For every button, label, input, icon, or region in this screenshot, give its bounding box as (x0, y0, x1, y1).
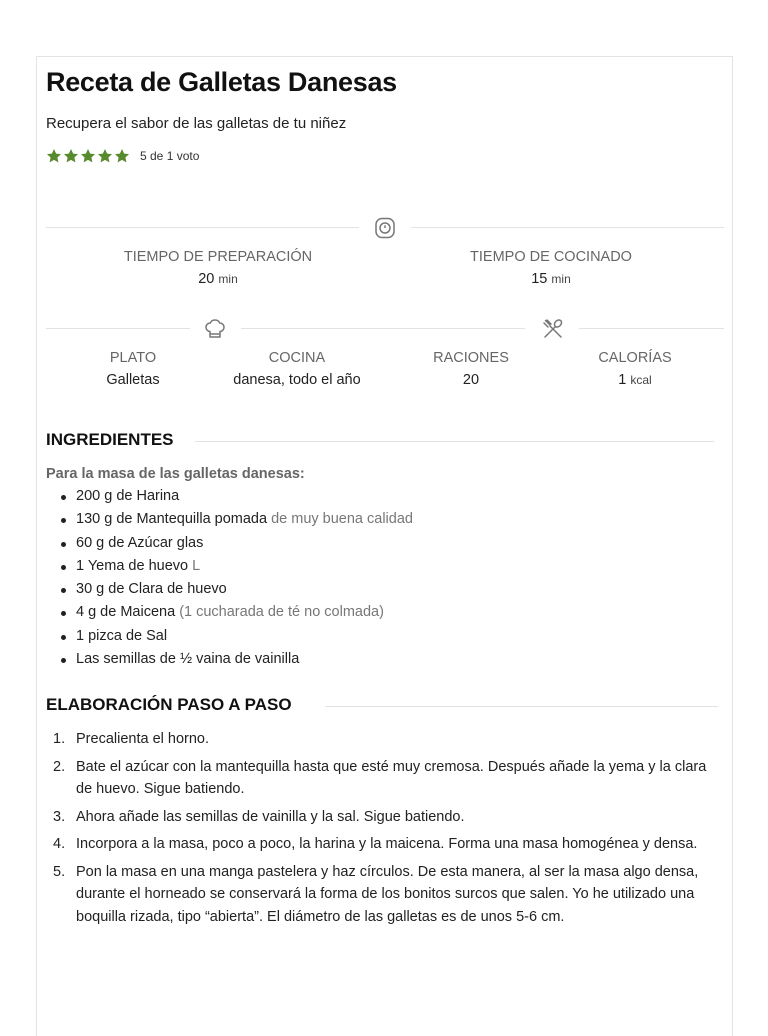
steps-list (46, 728, 726, 933)
ingredient-note: (1 cucharada de té no colmada) (179, 604, 384, 621)
ingredient-item: 4 g de Maicena (1 cucharada de té no colmada) (46, 601, 706, 624)
utensils-icon (541, 317, 565, 341)
cuisine-value: danesa, todo el año (233, 372, 361, 388)
divider (195, 441, 714, 442)
step-item: 3. Ahora añade las semillas de vainilla y la sal. Sigue batiendo. (53, 808, 465, 825)
ingredient-note: de muy buena calidad (271, 511, 413, 528)
ingredient-item: 30 g de Clara de huevo (46, 578, 706, 601)
step-item: 5. Pon la masa en una manga pastelera y haz círculos. De esta manera, al ser la masa algo densa, durante el horneado se conservará la forma de los bonitos surcos que salen. Yo he utilizado una boquilla rizada, tipo “abierta”. El diámetro de las galletas es de unos 5-6 cm. (53, 863, 699, 925)
ingredient-item: 200 g de Harina (46, 485, 706, 508)
ingredients-heading: INGREDIENTES (46, 430, 174, 449)
recipe-subtitle: Recupera el sabor de las galletas de tu niñez (46, 115, 347, 132)
ingredient-item: 60 g de Azúcar glas (46, 532, 706, 555)
timer-icon (373, 216, 397, 240)
prep-time (68, 249, 368, 287)
prep-time-label: TIEMPO DE PREPARACIÓN (123, 249, 313, 265)
ingredients-list (46, 485, 706, 671)
step-item: 1. Precalienta el horno. (53, 731, 209, 747)
calories-value: 1 kcal (618, 372, 652, 388)
star-icon[interactable] (97, 148, 113, 164)
prep-time-value: 20 min (198, 271, 238, 287)
rating-text: 5 de 1 voto (140, 149, 200, 163)
star-icon[interactable] (80, 148, 96, 164)
cook-time-label: TIEMPO DE COCINADO (470, 249, 632, 265)
cook-time (401, 249, 701, 287)
ingredient-item: Las semillas de ½ vaina de vainilla (46, 648, 706, 671)
divider (241, 328, 525, 329)
divider (325, 706, 718, 707)
rating-stars[interactable] (46, 148, 130, 164)
calories (535, 350, 735, 388)
recipe-title: Receta de Galletas Danesas (46, 67, 397, 97)
divider (46, 328, 190, 329)
calories-label: CALORÍAS (598, 350, 672, 366)
ingredient-item: 1 Yema de huevo L (46, 555, 706, 578)
step-item: 4. Incorpora a la masa, poco a poco, la harina y la maicena. Forma una masa homogénea y densa. (53, 836, 698, 852)
recipe-card (36, 56, 733, 1036)
cuisine-label: COCINA (268, 350, 326, 366)
course-label: PLATO (109, 350, 157, 366)
divider (411, 227, 724, 228)
divider (46, 227, 359, 228)
ingredient-note: L (192, 557, 201, 574)
servings-value: 20 (462, 372, 480, 388)
divider (579, 328, 724, 329)
star-icon[interactable] (63, 148, 79, 164)
star-icon[interactable] (46, 148, 62, 164)
cuisine (197, 350, 397, 388)
ingredient-item: 130 g de Mantequilla pomada de muy buena calidad (46, 508, 706, 531)
star-icon[interactable] (114, 148, 130, 164)
ingredient-group-title: Para la masa de las galletas danesas: (46, 466, 305, 482)
cook-time-value: 15 min (531, 271, 571, 287)
chef-hat-icon (203, 317, 227, 341)
step-item: 2. Bate el azúcar con la mantequilla hasta que esté muy cremosa. Después añade la yema y la clara de huevo. Sigue batiendo. (53, 758, 707, 797)
ingredient-item: 1 pizca de Sal (46, 625, 706, 648)
rating[interactable] (46, 148, 199, 164)
steps-heading: ELABORACIÓN PASO A PASO (46, 695, 292, 714)
course-value: Galletas (106, 372, 160, 388)
servings-label: RACIONES (433, 350, 509, 366)
